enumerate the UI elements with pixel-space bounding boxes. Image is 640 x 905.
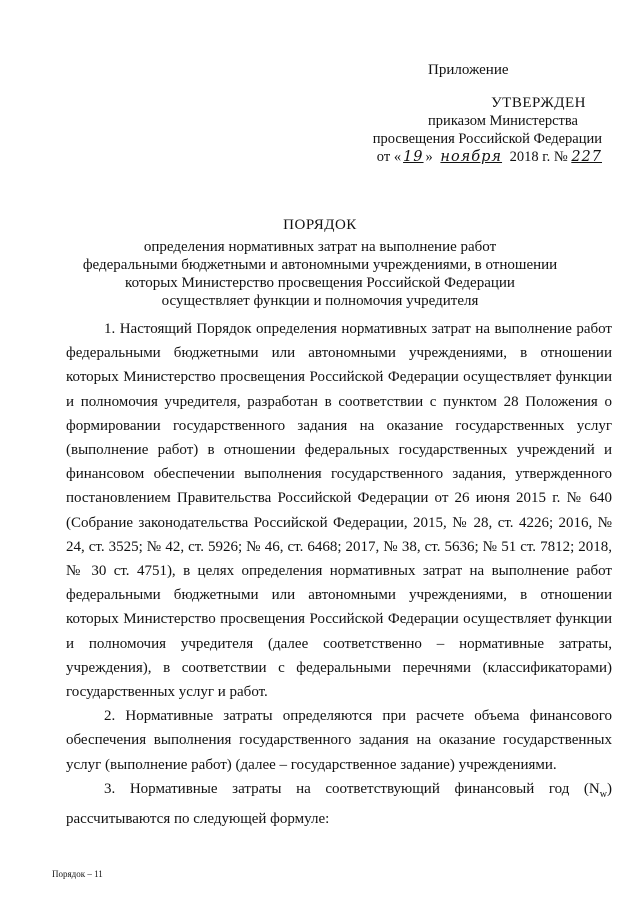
appendix-label: Приложение	[428, 62, 509, 78]
date-month: ноября	[440, 149, 503, 165]
date-prefix: от «	[376, 149, 402, 165]
approval-line-2: просвещения Российской Федерации	[372, 131, 602, 147]
approved-label: УТВЕРЖДЕН	[491, 95, 586, 111]
title-line-4: осуществляет функции и полномочия учредителя	[161, 293, 479, 309]
title-line-2: федеральными бюджетными и автономными учреждениями, в отношении	[82, 257, 558, 273]
title-line-1: определения нормативных затрат на выполнение работ	[143, 239, 497, 255]
paragraph-3-tail: ) рассчитываются по следующей формуле:	[66, 780, 612, 828]
date-year: 2018 г. №	[509, 149, 568, 165]
document-body	[66, 317, 612, 831]
document-title	[40, 217, 600, 310]
approval-date-line	[302, 148, 602, 166]
page-footer: Порядок – 11	[52, 869, 103, 879]
date-day: 19	[403, 149, 424, 165]
title-line-3: которых Министерство просвещения Российской Федерации	[125, 275, 515, 291]
paragraph-3-text: 3. Нормативные затраты на соответствующий финансовый год (N	[104, 780, 600, 797]
paragraph-1: 1. Настоящий Порядок определения нормативных затрат на выполнение работ федеральными бюджетными или автономными учреждениями, в отношении которых Министерство просвещения Российской Федерации осуществляет функции и полномочия учредителя, разработан в соответствии с пунктом 28 Положения о формировании государственного задания на оказание государственных услуг (выполнение работ) в отношении федеральных государственных учреждений и финансовом обеспечении выполнения государственного задания, утвержденного постановлением Правительства Российской Федерации от 26 июня 2015 г. № 640 (Собрание законодательства Российской Федерации, 2015, № 28, ст. 4226; 2016, № 24, ст. 3525; № 42, ст. 5926; № 46, ст. 6468; 2017, № 38, ст. 5636; № 51 ст. 7812; 2018, № 30 ст. 4751), в целях определения нормативных затрат на выполнение работ федеральными бюджетными или автономными учреждениями, в отношении которых Министерство просвещения Российской Федерации осуществляет функции и полномочия учредителя (далее соответственно – нормативные затраты, учреждения), в соответствии с федеральными перечнями (классификаторами) государственных услуг и работ.	[66, 321, 612, 701]
date-mid: »	[425, 149, 433, 165]
order-number: 227	[571, 149, 602, 165]
paragraph-2: 2. Нормативные затраты определяются при расчете объема финансового обеспечения выполнения государственного задания на оказание государственных услуг (выполнение работ) (далее – государственное задание) учреждениями.	[66, 708, 612, 773]
paragraph-3	[66, 777, 612, 831]
approval-line-1: приказом Министерства	[428, 113, 578, 129]
formula-subscript: w	[599, 788, 607, 800]
title-heading: ПОРЯДОК	[283, 217, 357, 233]
approval-block	[302, 95, 602, 166]
